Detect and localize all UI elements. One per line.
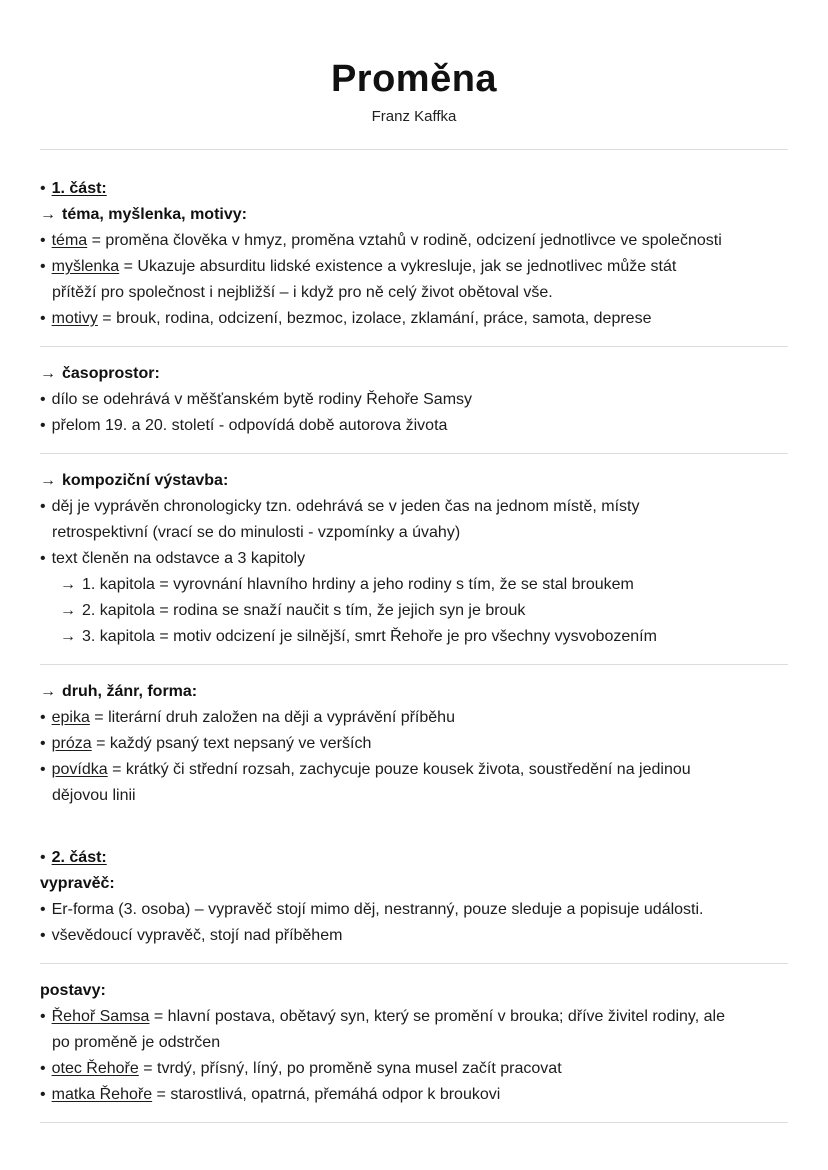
section-part1 — [40, 176, 788, 332]
note-line — [40, 783, 788, 809]
arrow-marker: → — [60, 601, 76, 619]
note-line — [40, 254, 788, 280]
note-line — [40, 923, 788, 949]
divider — [40, 453, 788, 454]
note-line — [40, 845, 788, 871]
term: druh, žánr, forma: — [62, 682, 198, 700]
bullet-marker: • — [40, 900, 46, 918]
note-line — [40, 1030, 788, 1056]
section-casoprostor — [40, 361, 788, 439]
arrow-marker: → — [40, 205, 56, 223]
bullet-marker: • — [40, 309, 46, 327]
arrow-marker: → — [40, 471, 56, 489]
bullet-marker: • — [40, 760, 46, 778]
note-line — [40, 624, 788, 650]
bullet-marker: • — [40, 734, 46, 752]
note-line — [40, 871, 788, 897]
divider — [40, 346, 788, 347]
term: Řehoř Samsa — [51, 1007, 150, 1025]
note-line — [40, 306, 788, 332]
term: próza — [51, 734, 92, 752]
arrow-marker: → — [40, 682, 56, 700]
page-title: Proměna — [330, 58, 498, 100]
line-text: = tvrdý, přísný, líný, po proměně syna musel začít pracovat — [138, 1059, 562, 1077]
bullet-marker: • — [40, 1007, 46, 1025]
bullet-marker: • — [40, 416, 46, 434]
arrow-marker: → — [40, 364, 56, 382]
line-text: vševědoucí vypravěč, stojí nad příběhem — [51, 926, 343, 944]
line-text: 3. kapitola = motiv odcizení je silnější, smrt Řehoře je pro všechny vysvobozením — [82, 627, 657, 645]
note-line — [40, 202, 788, 228]
note-line — [40, 520, 788, 546]
line-text: = každý psaný text nepsaný ve verších — [91, 734, 372, 752]
note-line — [40, 361, 788, 387]
note-line — [40, 413, 788, 439]
line-text: = hlavní postava, obětavý syn, který se promění v brouka; dříve živitel rodiny, ale — [149, 1007, 725, 1025]
term: epika — [51, 708, 90, 726]
line-text: retrospektivní (vrací se do minulosti - vzpomínky a úvahy) — [52, 523, 461, 541]
line-text: = krátký či střední rozsah, zachycuje pouze kousek života, soustředění na jedinou — [107, 760, 691, 778]
note-line — [40, 572, 788, 598]
note-line — [40, 546, 788, 572]
note-line — [40, 280, 788, 306]
note-line — [40, 1004, 788, 1030]
term: časoprostor: — [62, 364, 160, 382]
term: postavy: — [40, 981, 106, 999]
term: otec Řehoře — [51, 1059, 139, 1077]
note-line — [40, 598, 788, 624]
term: vypravěč: — [40, 874, 115, 892]
term: 2. část: — [51, 848, 107, 866]
bullet-marker: • — [40, 1085, 46, 1103]
divider — [40, 1122, 788, 1123]
bullet-marker: • — [40, 179, 46, 197]
term: téma, myšlenka, motivy: — [62, 205, 247, 223]
bullet-marker: • — [40, 257, 46, 275]
note-line — [40, 705, 788, 731]
term: 1. část: — [51, 179, 107, 197]
page-subtitle: Franz Kaffka — [371, 107, 457, 125]
term: téma — [51, 231, 88, 249]
term: myšlenka — [51, 257, 120, 275]
line-text: text členěn na odstavce a 3 kapitoly — [51, 549, 306, 567]
term: povídka — [51, 760, 108, 778]
line-text: = Ukazuje absurditu lidské existence a vykresluje, jak se jednotlivec může stát — [119, 257, 677, 275]
line-text: = starostlivá, opatrná, přemáhá odpor k broukovi — [152, 1085, 501, 1103]
line-text: 1. kapitola = vyrovnání hlavního hrdiny a jeho rodiny s tím, že se stal broukem — [82, 575, 634, 593]
note-line — [40, 731, 788, 757]
note-line — [40, 757, 788, 783]
note-line — [40, 176, 788, 202]
bullet-marker: • — [40, 390, 46, 408]
arrow-marker: → — [60, 575, 76, 593]
line-text: 2. kapitola = rodina se snaží naučit s tím, že jejich syn je brouk — [82, 601, 526, 619]
term: matka Řehoře — [51, 1085, 153, 1103]
section-postavy — [40, 978, 788, 1108]
line-text: děj je vyprávěn chronologicky tzn. odehrává se v jeden čas na jednom místě, místy — [51, 497, 640, 515]
line-text: = literární druh založen na ději a vyprávění příběhu — [89, 708, 455, 726]
arrow-marker: → — [60, 627, 76, 645]
note-line — [40, 897, 788, 923]
divider — [40, 149, 788, 150]
bullet-marker: • — [40, 708, 46, 726]
line-text: přítěží pro společnost i nejbližší – i když pro ně celý život obětoval vše. — [52, 283, 553, 301]
bullet-marker: • — [40, 231, 46, 249]
line-text: dějovou linii — [52, 786, 136, 804]
term: kompoziční výstavba: — [62, 471, 229, 489]
bullet-marker: • — [40, 549, 46, 567]
bullet-marker: • — [40, 497, 46, 515]
note-line — [40, 679, 788, 705]
line-text: = proměna člověka v hmyz, proměna vztahů v rodině, odcizení jednotlivce ve společnosti — [87, 231, 722, 249]
note-line — [40, 468, 788, 494]
line-text: dílo se odehrává v měšťanském bytě rodiny Řehoře Samsy — [51, 390, 473, 408]
note-line — [40, 1082, 788, 1108]
note-line — [40, 228, 788, 254]
term: motivy — [51, 309, 98, 327]
line-text: přelom 19. a 20. století - odpovídá době autorova života — [51, 416, 448, 434]
bullet-marker: • — [40, 848, 46, 866]
line-text: Er-forma (3. osoba) – vypravěč stojí mimo děj, nestranný, pouze sleduje a popisuje události. — [51, 900, 704, 918]
bullet-marker: • — [40, 926, 46, 944]
section-kompozice — [40, 468, 788, 650]
section-druh-zanr-forma — [40, 679, 788, 809]
note-line — [40, 1056, 788, 1082]
bullet-marker: • — [40, 1059, 46, 1077]
line-text: po proměně je odstrčen — [52, 1033, 221, 1051]
note-line — [40, 387, 788, 413]
line-text: = brouk, rodina, odcizení, bezmoc, izolace, zklamání, práce, samota, deprese — [97, 309, 652, 327]
divider — [40, 963, 788, 964]
divider — [40, 664, 788, 665]
note-line — [40, 494, 788, 520]
note-line — [40, 978, 788, 1004]
section-part2 — [40, 845, 788, 949]
